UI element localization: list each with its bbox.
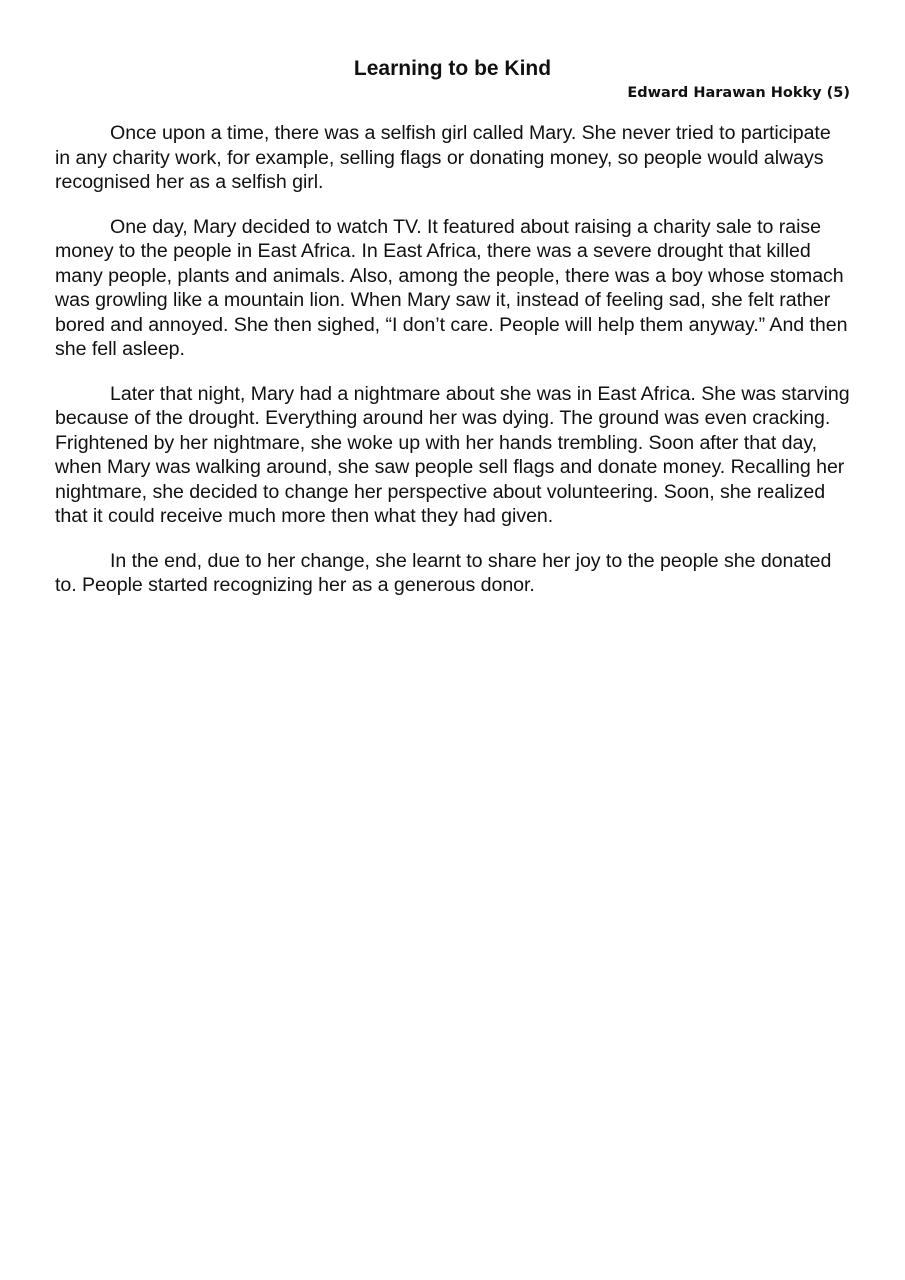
- story-title: Learning to be Kind: [353, 57, 552, 80]
- paragraph: In the end, due to her change, she learnt to share her joy to the people she donated to. People started recognizing her as a generous donor.: [55, 549, 832, 596]
- paragraph: Once upon a time, there was a selfish girl called Mary. She never tried to participate in any charity work, for example, selling flags or donating money, so people would always recognised her as a selfish girl.: [55, 122, 831, 193]
- story-body: [55, 121, 850, 618]
- paragraph: Later that night, Mary had a nightmare about she was in East Africa. She was starving because of the drought. Everything around her was dying. The ground was even cracking. Frightened by her nightmare, she woke up with her hands trembling. Soon after that day, when Mary was walking around, she saw people sell flags and donate money. Recalling her nightmare, she decided to change her perspective about volunteering. Soon, she realized that it could receive much more then what they had given.: [55, 382, 850, 527]
- author-byline: Edward Harawan Hokky (5): [627, 85, 850, 101]
- paragraph: One day, Mary decided to watch TV. It featured about raising a charity sale to raise money to the people in East Africa. In East Africa, there was a severe drought that killed many people, plants and animals. Also, among the people, there was a boy whose stomach was growling like a mountain lion. When Mary saw it, instead of feeling sad, she felt rather bored and annoyed. She then sighed, “I don’t care. People will help them anyway.” And then she fell asleep.: [55, 215, 848, 360]
